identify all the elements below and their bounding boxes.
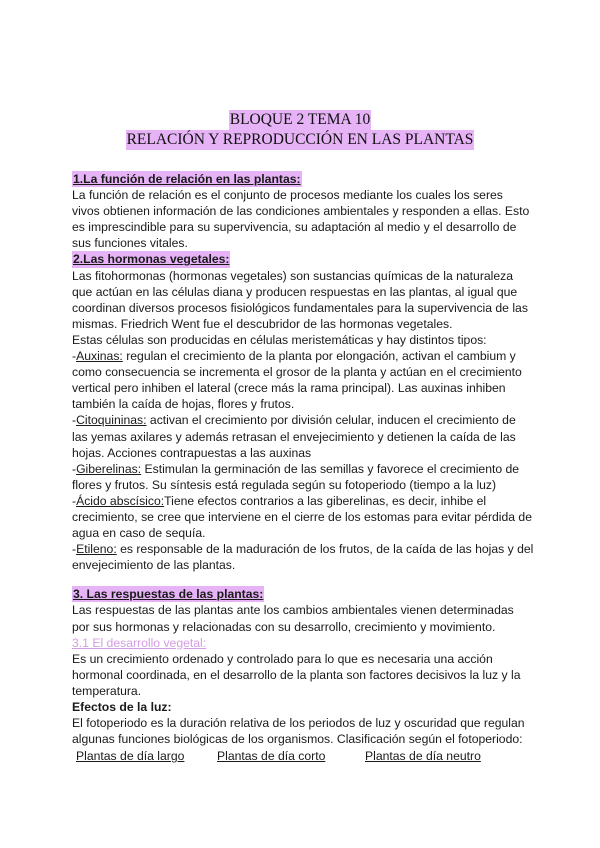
hormone-term: Ácido abscísico: xyxy=(76,493,165,508)
document-body xyxy=(72,171,534,764)
hormone-description: regulan el crecimiento de la planta por elongación, activan el cambium y como consecuencia se incrementa el grosor de la planta y actúan en el crecimiento vertical pero inhiben el lateral (crece más la rama principal). Las auxinas inhiben también la caída de hojas, flores y frutos. xyxy=(72,349,522,412)
hormone-description: Tiene efectos contrarios a las giberelinas, es decir, inhibe el crecimiento, se cree que interviene en el cierre de los estomas para evitar pérdida de agua en caso de sequía. xyxy=(72,493,532,541)
hormone-description: activan el crecimiento por división celular, inducen el crecimiento de las yemas axilares y además retrasan el envejecimiento y detienen la caída de las hojas. Acciones contrapuestas a las auxinas xyxy=(72,413,516,460)
section-2-intro: Las fitohormonas (hormonas vegetales) son sustancias químicas de la naturaleza que actúan en las células diana y producen respuestas en las plantas, al igual que coordinan diversos procesos fisiológicos fundamentales para la supervivencia de las mismas. Friedrich Went fue el descubridor de las hormonas vegetales. xyxy=(72,268,528,331)
section-3-1-subheading: 3.1 El desarrollo vegetal: xyxy=(72,635,207,650)
hormone-description: Estimulan la germinación de las semillas y favorece el crecimiento de flores y frutos. Su síntesis está regulada según su fotoperiodo (tiempo a la luz) xyxy=(72,461,520,492)
item-prefix: - xyxy=(72,461,77,476)
document-title: BLOQUE 2 TEMA 10 xyxy=(229,111,371,128)
hormone-description: es responsable de la maduración de los frutos, de la caída de las hojas y del envejecimiento de las plantas. xyxy=(72,542,534,573)
hormone-item-citoquininas xyxy=(72,412,534,460)
column-long-day: Plantas de día largo xyxy=(76,749,185,764)
photoperiod-columns xyxy=(72,748,534,764)
hormone-item-giberelinas xyxy=(72,461,534,493)
hormone-term: Giberelinas: xyxy=(76,461,142,476)
document-subtitle: RELACIÓN Y REPRODUCCIÓN EN LAS PLANTAS xyxy=(126,131,474,148)
section-3-heading: 3. Las respuestas de las plantas: xyxy=(73,587,264,602)
section-3-paragraph: Las respuestas de las plantas ante los cambios ambientales vienen determinadas por sus hormonas y relacionadas con su desarrollo, crecimiento y movimiento. xyxy=(72,603,514,634)
item-prefix: - xyxy=(72,542,77,557)
hormone-item-auxinas xyxy=(72,348,534,412)
document-title-block xyxy=(0,110,600,150)
hormone-term: Etileno: xyxy=(76,542,117,557)
section-2-types-intro: Estas células son producidas en células meristemáticas y hay distintos tipos: xyxy=(72,332,487,347)
hormone-item-etileno xyxy=(72,541,534,573)
section-1-paragraph: La función de relación es el conjunto de procesos mediante los cuales los seres vivos obtienen información de las condiciones ambientales y responden a ellas. Esto es imprescindible para su supervivencia, su adaptación al medio y el desarrollo de sus funciones vitales. xyxy=(72,188,530,251)
column-neutral-day: Plantas de día neutro xyxy=(365,749,481,764)
spacer xyxy=(72,573,534,586)
item-prefix: - xyxy=(72,413,77,428)
light-effects-paragraph: El fotoperiodo es la duración relativa de los periodos de luz y oscuridad que regulan algunas funciones biológicas de los organismos. Clasificación según el fotoperiodo: xyxy=(72,716,525,747)
column-short-day: Plantas de día corto xyxy=(217,749,326,764)
hormone-term: Citoquininas: xyxy=(76,413,147,428)
light-effects-heading: Efectos de la luz: xyxy=(72,700,172,714)
item-prefix: - xyxy=(72,349,77,364)
hormone-term: Auxinas: xyxy=(76,349,123,364)
section-1-heading: 1.La función de relación en las plantas: xyxy=(73,172,301,186)
item-prefix: - xyxy=(72,493,77,508)
hormone-item-acido-abscisico xyxy=(72,493,534,541)
section-3-1-paragraph: Es un crecimiento ordenado y controlado para lo que es necesaria una acción hormonal coordinada, en el desarrollo de la planta son factores decisivos la luz y la temperatura. xyxy=(72,651,521,698)
section-2-heading: 2.Las hormonas vegetales: xyxy=(73,252,230,267)
